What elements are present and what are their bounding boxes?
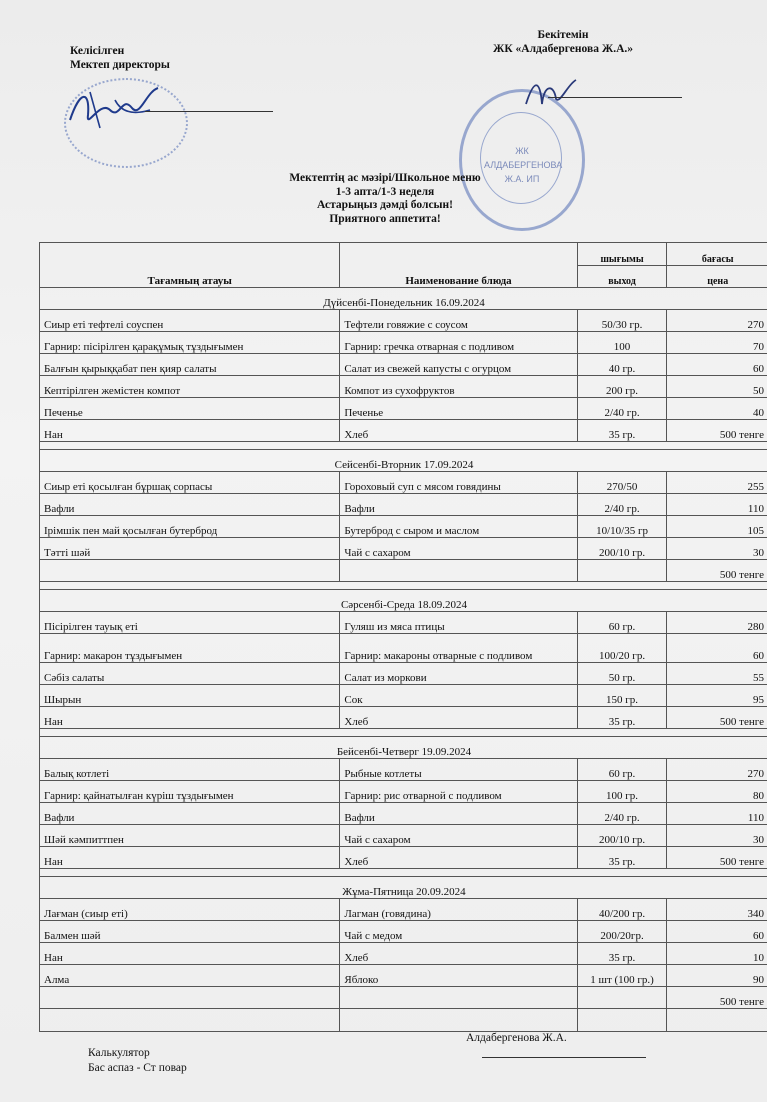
approved-block bbox=[478, 28, 648, 56]
approved-label: Бекітемін bbox=[537, 29, 589, 41]
director-sign-line bbox=[145, 111, 273, 112]
day-total: 500 тенге bbox=[667, 560, 767, 582]
table-row bbox=[40, 354, 767, 376]
dish-ru: Хлеб bbox=[340, 707, 577, 729]
dish-kz: Сиыр еті тефтелі соуспен bbox=[40, 310, 340, 332]
dish-price: 60 bbox=[667, 634, 767, 663]
dish-ru: Компот из сухофруктов bbox=[340, 376, 577, 398]
dish-kz: Нан bbox=[40, 420, 340, 442]
dish-output: 40 гр. bbox=[577, 354, 667, 376]
dish-output: 35 гр. bbox=[577, 707, 667, 729]
dish-ru: Чай с сахаром bbox=[340, 538, 577, 560]
director-signature bbox=[60, 80, 170, 140]
table-row bbox=[40, 398, 767, 420]
dish-output: 200/20гр. bbox=[577, 921, 667, 943]
day-thursday bbox=[40, 737, 767, 877]
table-row bbox=[40, 899, 767, 921]
dish-price: 270 bbox=[667, 310, 767, 332]
dish-output: 150 гр. bbox=[577, 685, 667, 707]
table-row bbox=[40, 781, 767, 803]
dish-output: 270/50 bbox=[577, 472, 667, 494]
dish-kz: Печенье bbox=[40, 398, 340, 420]
dish-price: 280 bbox=[667, 612, 767, 634]
table-row bbox=[40, 634, 767, 663]
signer-line bbox=[482, 1057, 646, 1058]
dish-kz: Кептірілген жемістен компот bbox=[40, 376, 340, 398]
dish-price: 30 bbox=[667, 538, 767, 560]
dish-ru: Гарнир: гречка отварная с подливом bbox=[340, 332, 577, 354]
dish-output: 2/40 гр. bbox=[577, 803, 667, 825]
dish-output: 50/30 гр. bbox=[577, 310, 667, 332]
dish-kz: Алма bbox=[40, 965, 340, 987]
dish-ru: Бутерброд с сыром и маслом bbox=[340, 516, 577, 538]
dish-output: 100 гр. bbox=[577, 781, 667, 803]
day-tuesday bbox=[40, 450, 767, 590]
menu-title bbox=[220, 172, 550, 226]
dish-output: 35 гр. bbox=[577, 847, 667, 869]
dish-kz: Балық котлеті bbox=[40, 759, 340, 781]
table-row bbox=[40, 921, 767, 943]
col-output-kz: шығымы bbox=[577, 243, 667, 266]
dish-price: 10 bbox=[667, 943, 767, 965]
day-friday bbox=[40, 877, 767, 1032]
dish-output: 40/200 гр. bbox=[577, 899, 667, 921]
approver-label: ЖК «Алдабергенова Ж.А.» bbox=[492, 43, 634, 55]
dish-price: 90 bbox=[667, 965, 767, 987]
dish-kz: Сәбіз салаты bbox=[40, 663, 340, 685]
dish-ru: Гороховый суп с мясом говядины bbox=[340, 472, 577, 494]
day-title: Жұма-Пятница 20.09.2024 bbox=[40, 877, 767, 899]
dish-output: 2/40 гр. bbox=[577, 398, 667, 420]
dish-kz: Гарнир: пісірілген қарақұмық тұздығымен bbox=[40, 332, 340, 354]
dish-output: 1 шт (100 гр.) bbox=[577, 965, 667, 987]
day-monday bbox=[40, 288, 767, 450]
dish-output: 35 гр. bbox=[577, 420, 667, 442]
title-line-1: Мектептің ас мәзірі/Школьное меню bbox=[289, 172, 481, 184]
dish-price: 110 bbox=[667, 803, 767, 825]
dish-output: 10/10/35 гр bbox=[577, 516, 667, 538]
dish-price: 50 bbox=[667, 376, 767, 398]
col-price-ru: цена bbox=[667, 265, 767, 288]
dish-kz: Шырын bbox=[40, 685, 340, 707]
dish-ru: Рыбные котлеты bbox=[340, 759, 577, 781]
dish-ru: Чай с медом bbox=[340, 921, 577, 943]
dish-kz: Сиыр еті қосылған бұршақ сорпасы bbox=[40, 472, 340, 494]
dish-ru: Хлеб bbox=[340, 420, 577, 442]
day-title: Дүйсенбі-Понедельник 16.09.2024 bbox=[40, 288, 767, 310]
day-title: Бейсенбі-Четверг 19.09.2024 bbox=[40, 737, 767, 759]
day-title: Сейсенбі-Вторник 17.09.2024 bbox=[40, 450, 767, 472]
dish-output: 200/10 гр. bbox=[577, 825, 667, 847]
day-total: 500 тенге bbox=[667, 847, 767, 869]
table-row bbox=[40, 965, 767, 987]
table-row bbox=[40, 516, 767, 538]
col-price-kz: бағасы bbox=[667, 243, 767, 266]
dish-price: 60 bbox=[667, 921, 767, 943]
dish-ru: Сок bbox=[340, 685, 577, 707]
table-row bbox=[40, 943, 767, 965]
dish-output: 200 гр. bbox=[577, 376, 667, 398]
dish-kz: Вафли bbox=[40, 494, 340, 516]
dish-kz: Нан bbox=[40, 847, 340, 869]
dish-output: 60 гр. bbox=[577, 612, 667, 634]
dish-output: 50 гр. bbox=[577, 663, 667, 685]
dish-ru: Яблоко bbox=[340, 965, 577, 987]
dish-price: 255 bbox=[667, 472, 767, 494]
dish-price: 340 bbox=[667, 899, 767, 921]
dish-ru: Печенье bbox=[340, 398, 577, 420]
dish-kz: Балғын қырыққабат пен қияр салаты bbox=[40, 354, 340, 376]
dish-ru: Вафли bbox=[340, 803, 577, 825]
table-row bbox=[40, 310, 767, 332]
dish-price: 60 bbox=[667, 354, 767, 376]
dish-output: 100 bbox=[577, 332, 667, 354]
dish-output: 200/10 гр. bbox=[577, 538, 667, 560]
director-label: Мектеп директоры bbox=[70, 59, 170, 71]
menu-table bbox=[39, 242, 767, 1032]
table-row bbox=[40, 685, 767, 707]
dish-kz: Нан bbox=[40, 707, 340, 729]
dish-kz: Нан bbox=[40, 943, 340, 965]
approver-signature bbox=[520, 74, 580, 114]
dish-ru: Хлеб bbox=[340, 847, 577, 869]
dish-kz: Гарнир: қайнатылған күріш тұздығымен bbox=[40, 781, 340, 803]
table-row bbox=[40, 472, 767, 494]
col-name-kz: Тағамның атауы bbox=[40, 243, 340, 288]
day-total: 500 тенге bbox=[667, 707, 767, 729]
dish-output: 100/20 гр. bbox=[577, 634, 667, 663]
table-row bbox=[40, 538, 767, 560]
table-row bbox=[40, 420, 767, 442]
title-line-3: Астарыңыз дәмді болсын! bbox=[317, 199, 453, 211]
dish-ru: Тефтели говяжие с соусом bbox=[340, 310, 577, 332]
table-row bbox=[40, 847, 767, 869]
dish-ru: Салат из свежей капусты с огурцом bbox=[340, 354, 577, 376]
table-row bbox=[40, 612, 767, 634]
dish-kz: Лағман (сиыр еті) bbox=[40, 899, 340, 921]
day-total: 500 тенге bbox=[667, 987, 767, 1009]
dish-price: 270 bbox=[667, 759, 767, 781]
table-row bbox=[40, 759, 767, 781]
dish-kz: Пісірілген тауық еті bbox=[40, 612, 340, 634]
dish-ru: Салат из моркови bbox=[340, 663, 577, 685]
day-wednesday bbox=[40, 590, 767, 737]
dish-output: 2/40 гр. bbox=[577, 494, 667, 516]
dish-ru: Хлеб bbox=[340, 943, 577, 965]
dish-kz: Шәй кәмпиттпен bbox=[40, 825, 340, 847]
dish-ru: Гуляш из мяса птицы bbox=[340, 612, 577, 634]
dish-price: 80 bbox=[667, 781, 767, 803]
stamp-text: ЖК АЛДАБЕРГЕНОВА Ж.А. ИП bbox=[484, 146, 563, 184]
table-row bbox=[40, 707, 767, 729]
dish-kz: Гарнир: макарон тұздығымен bbox=[40, 634, 340, 663]
dish-ru: Чай с сахаром bbox=[340, 825, 577, 847]
table-row bbox=[40, 376, 767, 398]
table-row bbox=[40, 332, 767, 354]
dish-price: 95 bbox=[667, 685, 767, 707]
dish-kz: Тәтті шәй bbox=[40, 538, 340, 560]
dish-price: 105 bbox=[667, 516, 767, 538]
table-row bbox=[40, 803, 767, 825]
title-line-2: 1-3 апта/1-3 неделя bbox=[335, 185, 435, 198]
dish-kz: Ірімшік пен май қосылған бутерброд bbox=[40, 516, 340, 538]
dish-kz: Балмен шәй bbox=[40, 921, 340, 943]
footer-left bbox=[88, 1046, 187, 1076]
title-line-4: Приятного аппетита! bbox=[329, 212, 441, 225]
dish-ru: Гарнир: макароны отварные с подливом bbox=[340, 634, 577, 663]
dish-output: 35 гр. bbox=[577, 943, 667, 965]
day-total: 500 тенге bbox=[667, 420, 767, 442]
table-row bbox=[40, 663, 767, 685]
col-output-ru: выход bbox=[577, 265, 667, 288]
dish-output: 60 гр. bbox=[577, 759, 667, 781]
dish-ru: Лагман (говядина) bbox=[340, 899, 577, 921]
col-name-ru: Наименование блюда bbox=[340, 243, 577, 288]
day-title: Сәрсенбі-Среда 18.09.2024 bbox=[40, 590, 767, 612]
table-header-row bbox=[40, 243, 767, 266]
dish-price: 55 bbox=[667, 663, 767, 685]
table-row bbox=[40, 494, 767, 516]
signer-name: Алдабергенова Ж.А. bbox=[466, 1032, 567, 1044]
dish-price: 70 bbox=[667, 332, 767, 354]
calculator-label: Калькулятор bbox=[88, 1047, 150, 1059]
agreed-label: Келісілген bbox=[70, 45, 125, 57]
dish-kz: Вафли bbox=[40, 803, 340, 825]
dish-ru: Гарнир: рис отварной с подливом bbox=[340, 781, 577, 803]
dish-price: 40 bbox=[667, 398, 767, 420]
menu-table-wrap bbox=[39, 242, 767, 1032]
table-row bbox=[40, 825, 767, 847]
dish-ru: Вафли bbox=[340, 494, 577, 516]
approver-sign-line bbox=[548, 97, 682, 98]
chef-label: Бас аспаз - Ст повар bbox=[88, 1062, 187, 1074]
dish-price: 30 bbox=[667, 825, 767, 847]
agreed-block bbox=[70, 44, 170, 72]
dish-price: 110 bbox=[667, 494, 767, 516]
